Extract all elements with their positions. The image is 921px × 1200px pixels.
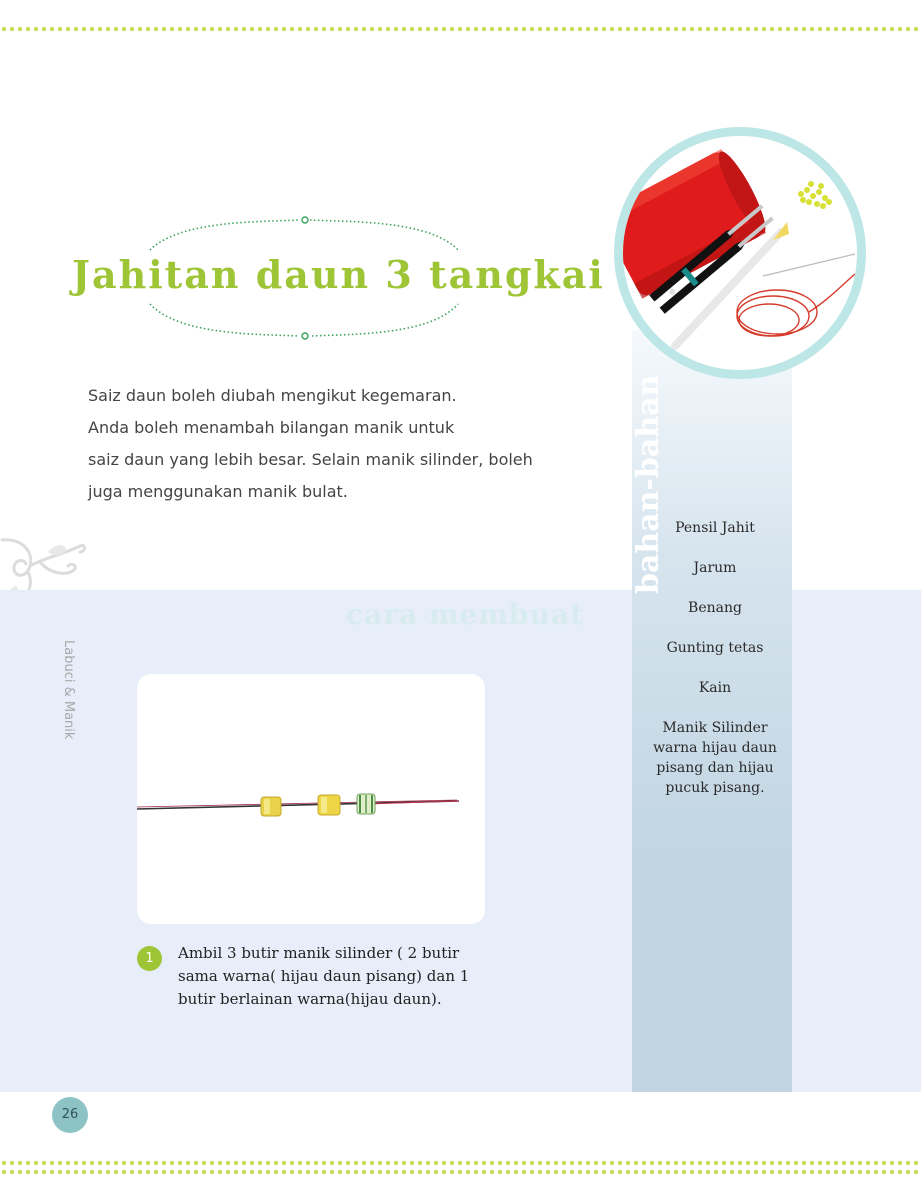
step-line: sama warna( hijau daun pisang) dan 1	[178, 967, 470, 985]
material-line: Manik Silinder	[662, 720, 768, 736]
step-line: butir berlainan warna(hijau daun).	[178, 990, 442, 1008]
materials-heading-text: bahan-bahan	[631, 374, 666, 594]
bottom-dotted-border-2	[0, 1168, 921, 1176]
section-title: cara membuat	[346, 598, 584, 631]
needle-with-beads-image	[137, 674, 485, 924]
material-item-multiline	[640, 718, 790, 798]
material-item: Benang	[688, 600, 742, 616]
intro-line: juga menggunakan manik bulat.	[88, 482, 348, 501]
material-item: Kain	[698, 680, 732, 696]
material-line: pisang dan hijau	[656, 760, 774, 776]
step-number-badge: 1	[137, 946, 162, 971]
materials-photo	[623, 136, 857, 370]
material-item: Gunting tetas	[666, 640, 764, 656]
step-line: Ambil 3 butir manik silinder ( 2 butir	[178, 944, 460, 962]
intro-line: Saiz daun boleh diubah mengikut kegemaran.	[88, 386, 457, 405]
page-title: Jahitan daun 3 tangkai	[72, 252, 605, 297]
material-line: pucuk pisang.	[665, 780, 765, 796]
book-running-title: Labuci & Manik	[61, 640, 76, 740]
top-dotted-border	[0, 25, 921, 33]
intro-paragraph	[88, 380, 608, 508]
material-line: warna hijau daun	[653, 740, 777, 756]
sewing-tools-image	[623, 136, 857, 370]
materials-list	[640, 518, 790, 818]
intro-line: saiz daun yang lebih besar. Selain manik silinder, boleh	[88, 450, 533, 469]
step-text	[178, 942, 508, 1011]
step-photo	[137, 674, 485, 924]
material-item: Jarum	[693, 560, 737, 576]
bottom-dotted-border	[0, 1159, 921, 1167]
page-number-badge: 26	[52, 1097, 88, 1133]
material-item: Pensil Jahit	[675, 520, 755, 536]
intro-line: Anda boleh menambah bilangan manik untuk	[88, 418, 455, 437]
materials-photo-ring	[614, 127, 866, 379]
